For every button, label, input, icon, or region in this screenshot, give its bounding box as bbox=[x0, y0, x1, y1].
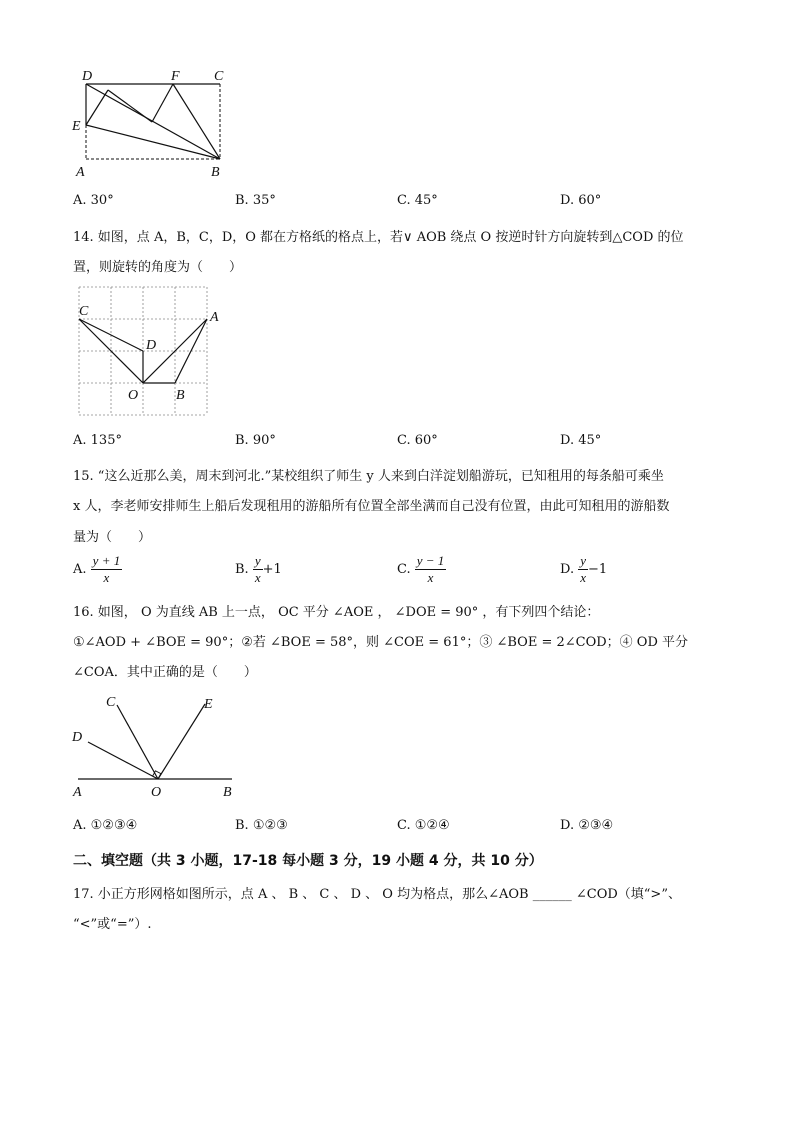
q15-option-a-fraction: $\frac{y + 1}{x}$ bbox=[92, 553, 121, 585]
q15-option-d bbox=[560, 553, 607, 586]
q16-option-d: D. ②③④ bbox=[560, 818, 614, 833]
fig13-label-E: E bbox=[72, 119, 81, 134]
q14-option-c: C. 60° bbox=[397, 433, 438, 448]
fig13-label-B: B bbox=[211, 165, 220, 180]
q15-option-a bbox=[73, 553, 122, 586]
q14-option-a: A. 135° bbox=[73, 433, 122, 448]
q16-option-b: B. ①②③ bbox=[235, 818, 288, 833]
figure-13-rectangle bbox=[60, 60, 240, 185]
q13-option-b: B. 35° bbox=[235, 193, 276, 208]
fig16-label-B: B bbox=[223, 785, 232, 800]
fig14-label-D: D bbox=[146, 338, 157, 353]
fig14-label-C: C bbox=[79, 304, 89, 319]
q17-text-line1: 17. 小正方形网格如图所示，点 A 、 B 、 C 、 D 、 O 均为格点，那么∠AOB ______ ∠COD（填“>”、 bbox=[73, 887, 681, 902]
q15-option-b-fraction: $\frac{y}{x}$ bbox=[254, 553, 261, 585]
q14-option-b: B. 90° bbox=[235, 433, 276, 448]
q14-text-line1: 14. 如图，点 A，B，C，D，O 都在方格纸的格点上，若∨ AOB 绕点 O 按逆时针方向旋转到△COD 的位 bbox=[73, 230, 684, 245]
q14-option-d: D. 45° bbox=[560, 433, 602, 448]
q15-option-d-fraction: $\frac{y}{x}$ bbox=[580, 553, 587, 585]
q15-option-d-letter: D. bbox=[560, 562, 575, 577]
fig14-label-B: B bbox=[176, 388, 185, 403]
figure-14-grid bbox=[72, 283, 222, 418]
q16-text-line1: 16. 如图， O 为直线 AB 上一点， OC 平分 ∠AOE ， ∠DOE = 90° ，有下列四个结论： bbox=[73, 605, 600, 620]
q15-option-b-letter: B. bbox=[235, 562, 249, 577]
q15-text-line1: 15. “这么近那么美，周末到河北.”某校组织了师生 y 人来到白洋淀划船游玩，已知租用的每条船可乘坐 bbox=[73, 469, 664, 484]
q16-text-line2: ①∠AOD + ∠BOE = 90°；②若 ∠BOE = 58°，则 ∠COE = 61°；③ ∠BOE = 2∠COD；④ OD 平分 bbox=[73, 635, 689, 650]
fig16-label-A: A bbox=[73, 785, 82, 800]
fig16-label-E: E bbox=[204, 697, 213, 712]
fig13-label-D: D bbox=[82, 69, 93, 84]
fig13-label-C: C bbox=[214, 69, 224, 84]
q15-option-d-suffix: −1 bbox=[588, 562, 608, 577]
fig16-label-D: D bbox=[72, 730, 83, 745]
q17-text-line2: “<”或“=”）. bbox=[73, 917, 152, 932]
section-title-fill-in: 二、填空题（共 3 小题，17-18 每小题 3 分，19 小题 4 分，共 10 分） bbox=[73, 853, 543, 869]
q16-text-line3: ∠COA．其中正确的是（ ） bbox=[73, 665, 257, 680]
q13-option-d: D. 60° bbox=[560, 193, 602, 208]
fig14-label-A: A bbox=[210, 310, 219, 325]
q15-option-b bbox=[235, 553, 282, 586]
fig14-label-O: O bbox=[128, 388, 139, 403]
fig16-label-C: C bbox=[106, 695, 116, 710]
q14-text-line2: 置，则旋转的角度为（ ） bbox=[73, 260, 243, 275]
fig13-label-F: F bbox=[171, 69, 180, 84]
q15-option-c bbox=[397, 553, 446, 586]
q16-option-a: A. ①②③④ bbox=[73, 818, 138, 833]
fig13-label-A: A bbox=[76, 165, 85, 180]
q15-option-c-fraction: $\frac{y - 1}{x}$ bbox=[416, 553, 445, 585]
q15-text-line2: x 人，李老师安排师生上船后发现租用的游船所有位置全部坐满而自己没有位置，由此可知租用的游船数 bbox=[73, 499, 670, 514]
q15-option-c-letter: C. bbox=[397, 562, 411, 577]
q15-option-b-suffix: +1 bbox=[262, 562, 282, 577]
figure-16-angles bbox=[60, 690, 250, 802]
fig16-label-O: O bbox=[151, 785, 162, 800]
q16-option-c: C. ①②④ bbox=[397, 818, 450, 833]
q15-text-line3: 量为（ ） bbox=[73, 530, 152, 545]
q13-option-a: A. 30° bbox=[73, 193, 114, 208]
q13-option-c: C. 45° bbox=[397, 193, 438, 208]
q15-option-a-letter: A. bbox=[73, 562, 87, 577]
